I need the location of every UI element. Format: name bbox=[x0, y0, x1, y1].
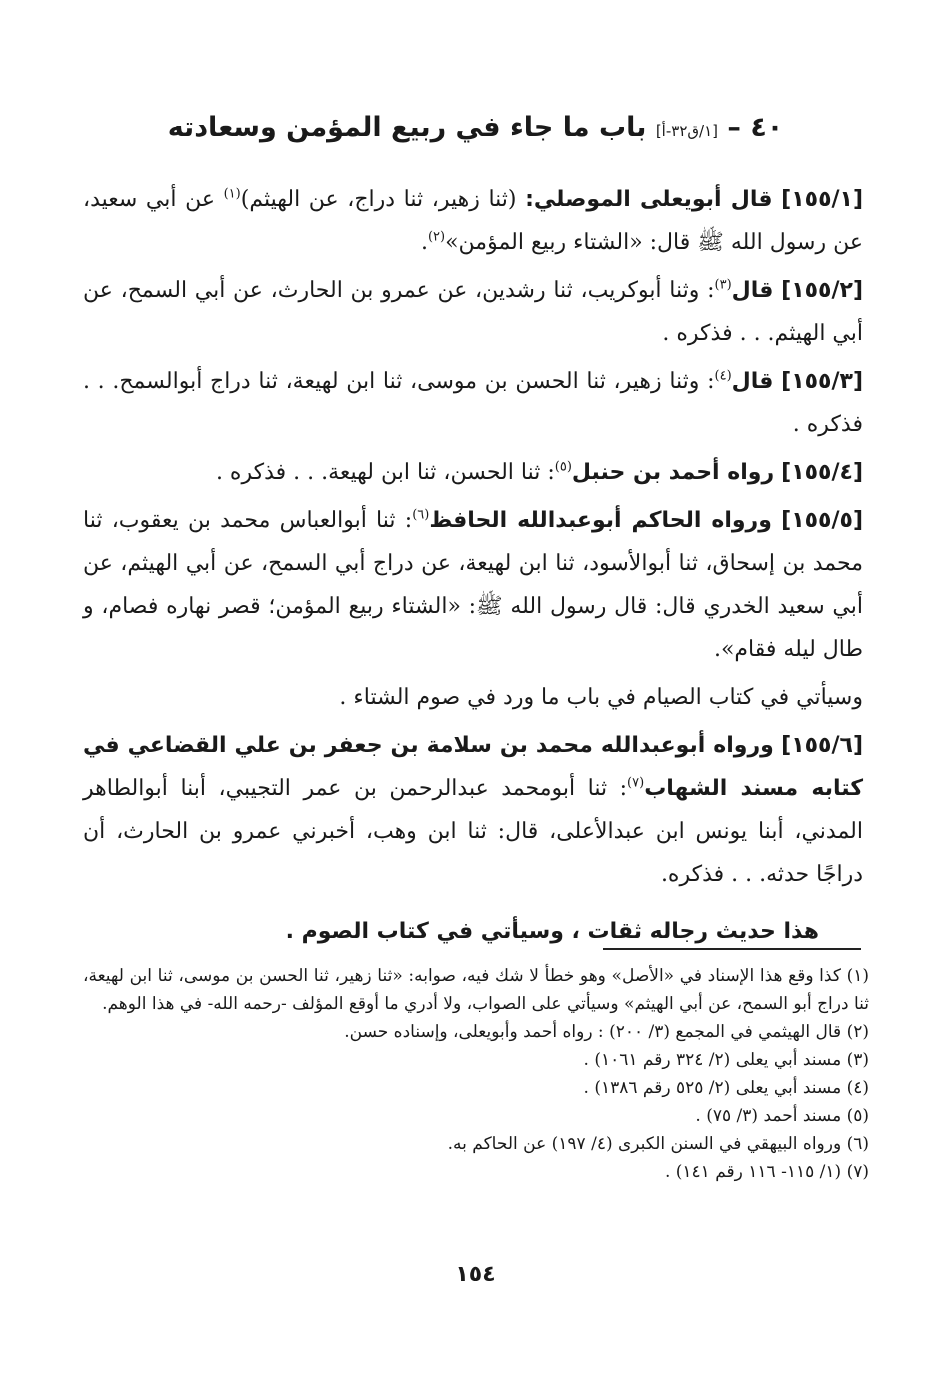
hadith-text: : ثنا أبومحمد عبدالرحمن بن عمر التجيبي، أبنا أبوالطاهر المدني، أبنا يونس ابن عبدالأعلى، قال: ثنا ابن وهب، أخبرني عمرو بن الحارث، أن دراجًا حدثه. . . فذكره. bbox=[83, 776, 863, 887]
hadith-text: : ثنا أبوالعباس محمد بن يعقوب، ثنا محمد بن إسحاق، ثنا أبوالأسود، ثنا ابن لهيعة، عن دراج أبي السمح، عن أبي الهيثم، عن أبي سعيد الخدري قال: قال رسول الله ﷺ: «الشتاء ربيع المؤمن؛ قصر نهاره فصام، و طال ليله فقام». bbox=[83, 508, 863, 662]
hadith-lead: ورواه أبوعبدالله محمد بن سلامة بن جعفر بن علي القضاعي في كتابه مسند الشهاب bbox=[83, 733, 864, 801]
hadith-lead: قال أبويعلى الموصلي: bbox=[525, 187, 773, 212]
footnote-marker[interactable]: (٢) bbox=[427, 229, 446, 245]
hadith-lead: قال bbox=[731, 369, 774, 394]
hadith-lead: قال bbox=[731, 278, 774, 303]
footnote: (٥) مسند أحمد (٣/ ٧٥) . bbox=[695, 1106, 869, 1126]
footnote-marker[interactable]: (٥) bbox=[554, 459, 572, 475]
chapter-number: ٤٠ – bbox=[727, 112, 784, 143]
hadith-id: [١٥٥/٣] bbox=[781, 369, 863, 394]
hadith-paragraph bbox=[83, 360, 863, 446]
footnote-divider bbox=[603, 948, 861, 950]
cross-reference-paragraph: وسيأتي في كتاب الصيام في باب ما ورد في صوم الشتاء . bbox=[339, 685, 863, 710]
footnote: (٣) مسند أبي يعلى (٢/ ٣٢٤ رقم ١٠٦١) . bbox=[583, 1050, 869, 1070]
chapter-title bbox=[90, 108, 861, 151]
hadith-id: [١٥٥/٥] bbox=[781, 508, 863, 533]
hadith-paragraph bbox=[83, 451, 863, 494]
footnote: (٧) (١/ ١١٥- ١١٦ رقم ١٤١) . bbox=[664, 1162, 869, 1182]
hadith-paragraph bbox=[83, 499, 863, 671]
hadith-lead: رواه أحمد بن حنبل bbox=[571, 460, 775, 485]
footnote-marker[interactable]: (٦) bbox=[412, 507, 430, 523]
hadith-text: . bbox=[420, 230, 428, 255]
footnote-marker[interactable]: (٧) bbox=[627, 775, 645, 791]
hadith-id: [١٥٥/٢] bbox=[781, 278, 863, 303]
manuscript-reference: [١/ق٣٢-أ] bbox=[655, 122, 719, 140]
hadith-id: [١٥٥/٦] bbox=[781, 733, 863, 758]
hadith-text: (ثنا زهير، ثنا دراج، عن الهيثم) bbox=[240, 187, 517, 212]
page-number: ١٥٤ bbox=[455, 1262, 496, 1287]
hadith-id: [١٥٥/١] bbox=[781, 187, 864, 212]
hadith-lead: ورواه الحاكم أبوعبدالله الحافظ bbox=[429, 508, 772, 533]
footnote-marker[interactable]: (٣) bbox=[714, 277, 732, 293]
hadith-text: عن أبي سعيد، عن رسول الله ﷺ قال: «الشتاء ربيع المؤمن» bbox=[83, 187, 863, 255]
hadith-paragraph bbox=[83, 178, 863, 264]
hadith-text: : ثنا الحسن، ثنا ابن لهيعة. . . فذكره . bbox=[215, 460, 555, 485]
main-text bbox=[83, 178, 863, 958]
footnote: (٤) مسند أبي يعلى (٢/ ٥٢٥ رقم ١٣٨٦) . bbox=[583, 1078, 869, 1098]
footnote: (٢) قال الهيثمي في المجمع (٣/ ٢٠٠) : رواه أحمد وأبويعلى، وإسناده حسن. bbox=[344, 1022, 869, 1042]
hadith-id: [١٥٥/٤] bbox=[781, 460, 863, 485]
footnote-marker[interactable]: (١) bbox=[223, 186, 241, 202]
footnotes bbox=[83, 962, 869, 1186]
footnote-marker[interactable]: (٤) bbox=[714, 368, 732, 384]
hadith-paragraph bbox=[83, 269, 863, 355]
conclusion-statement: هذا حديث رجاله ثقات ، وسيأتي في كتاب الصوم . bbox=[285, 919, 819, 944]
footnote: (٦) ورواه البيهقي في السنن الكبرى (٤/ ١٩٧) عن الحاكم به. bbox=[447, 1134, 869, 1154]
hadith-text: : وثنا زهير، ثنا الحسن بن موسى، ثنا ابن لهيعة، ثنا دراج أبوالسمح. . . فذكره . bbox=[83, 369, 863, 437]
chapter-heading: باب ما جاء في ربيع المؤمن وسعادته bbox=[167, 112, 647, 143]
footnote: (١) كذا وقع هذا الإسناد في «الأصل» وهو خطأ لا شك فيه، صوابه: «ثنا زهير، ثنا الحسن بن موسى، ثنا ابن لهيعة، ثنا دراج أبو السمح، عن أبي الهيثم» وسيأتي على الصواب، ولا أدري ما أوقع المؤلف -رحمه الله- في هذا الوهم. bbox=[83, 966, 869, 1014]
hadith-paragraph bbox=[83, 724, 863, 896]
hadith-text: : وثنا أبوكريب، ثنا رشدين، عن عمرو بن الحارث، عن أبي السمح، عن أبي الهيثم. . . فذكره . bbox=[83, 278, 863, 346]
